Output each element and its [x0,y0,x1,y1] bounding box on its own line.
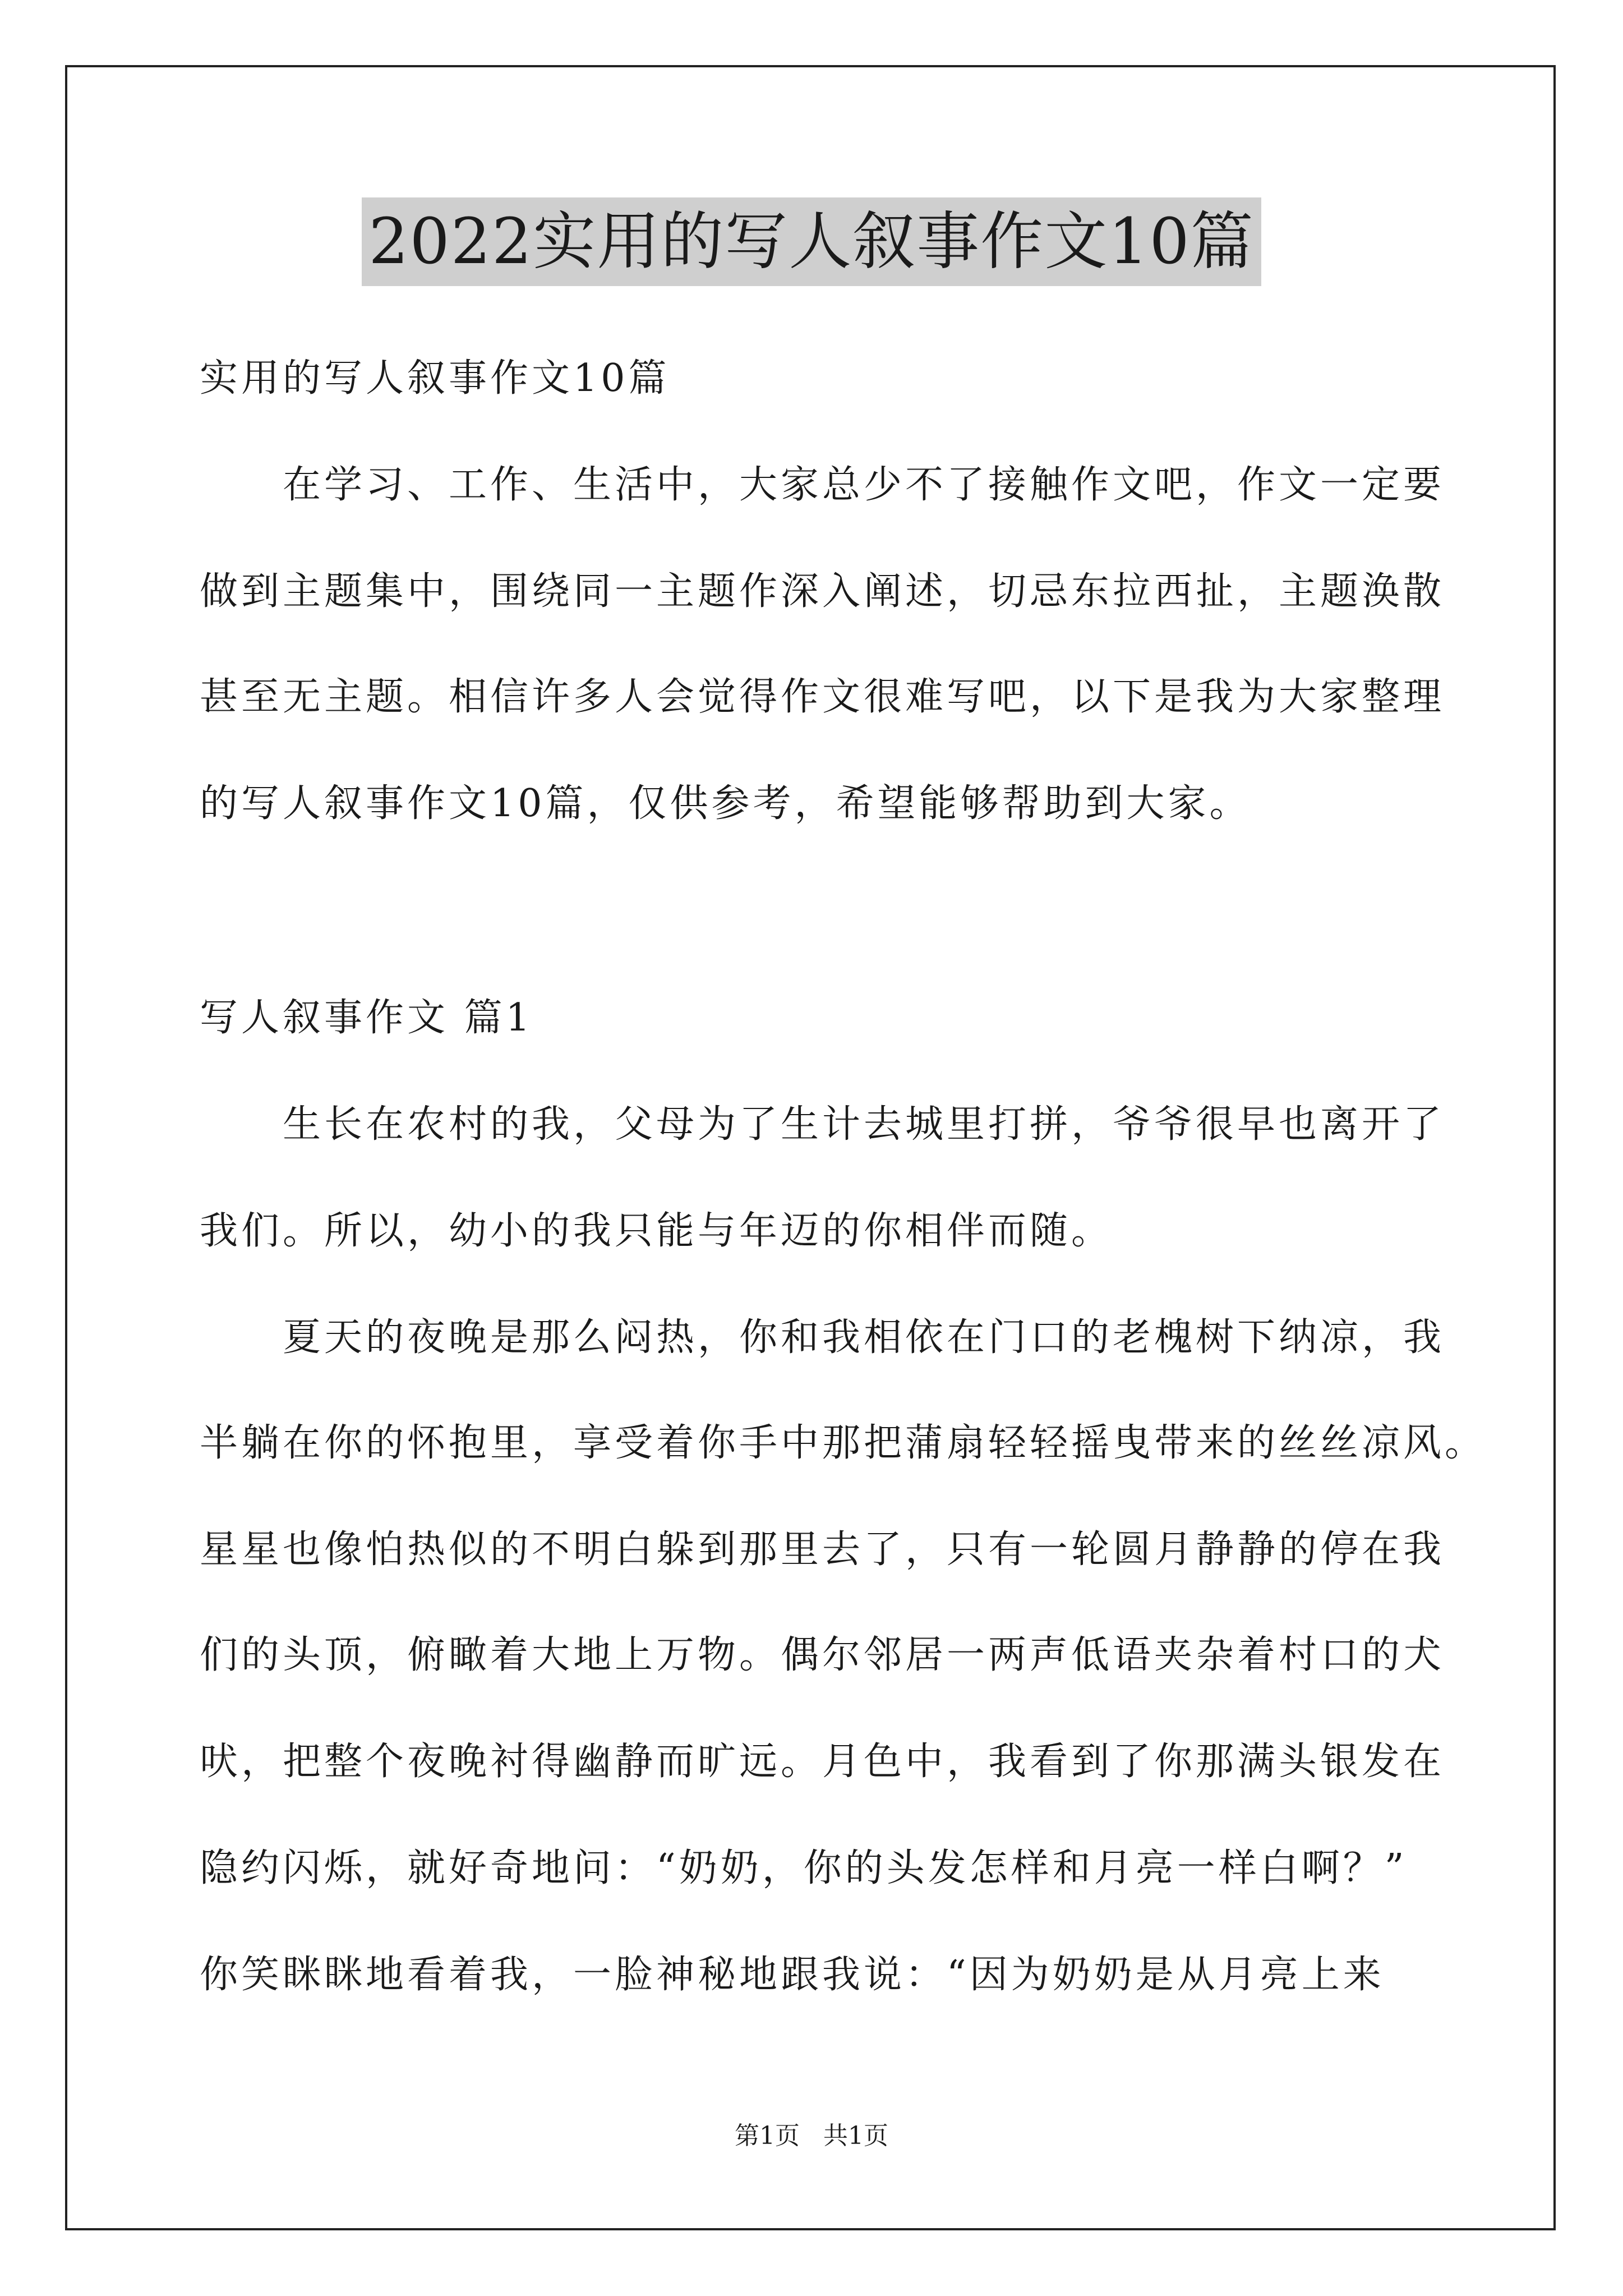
para1-line-2: 我们。所以，幼小的我只能与年迈的你相伴而随。 [200,1209,1113,1253]
intro-line-4: 的写人叙事作文10篇，仅供参考，希望能够帮助到大家。 [200,781,1251,826]
document-title: 2022实用的写人叙事作文10篇 [362,197,1261,286]
intro-line-2: 做到主题集中，围绕同一主题作深入阐述，切忌东拉西扯，主题涣散 [200,569,1445,614]
title-container [0,197,1623,286]
section-heading: 写人叙事作文 篇1 [200,996,533,1040]
para2-line-6: 隐约闪烁，就好奇地问：“奶奶，你的头发怎样和月亮一样白啊？” [200,1846,1408,1890]
page-footer: 第1页 共1页 [735,2122,888,2150]
document-subtitle: 实用的写人叙事作文10篇 [200,356,670,401]
para2-line-3: 星星也像怕热似的不明白躲到那里去了，只有一轮圆月静静的停在我 [200,1527,1445,1572]
para2-line-7: 你笑眯眯地看着我，一脸神秘地跟我说：“因为奶奶是从月亮上来 [200,1953,1385,1997]
para2-line-4: 们的头顶，俯瞰着大地上万物。偶尔邻居一两声低语夹杂着村口的犬 [200,1633,1445,1677]
para2-line-5: 吠，把整个夜晚衬得幽静而旷远。月色中，我看到了你那满头银发在 [200,1740,1445,1784]
para2-line-2: 半躺在你的怀抱里，享受着你手中那把蒲扇轻轻摇曳带来的丝丝凉风。 [200,1421,1487,1465]
intro-line-3: 甚至无主题。相信许多人会觉得作文很难写吧，以下是我为大家整理 [200,675,1445,719]
para2-line-1: 夏天的夜晚是那么闷热，你和我相依在门口的老槐树下纳凉，我 [200,1315,1445,1360]
intro-line-1: 在学习、工作、生活中，大家总少不了接触作文吧，作文一定要 [200,463,1445,507]
para1-line-1: 生长在农村的我，父母为了生计去城里打拼，爷爷很早也离开了 [200,1102,1445,1147]
